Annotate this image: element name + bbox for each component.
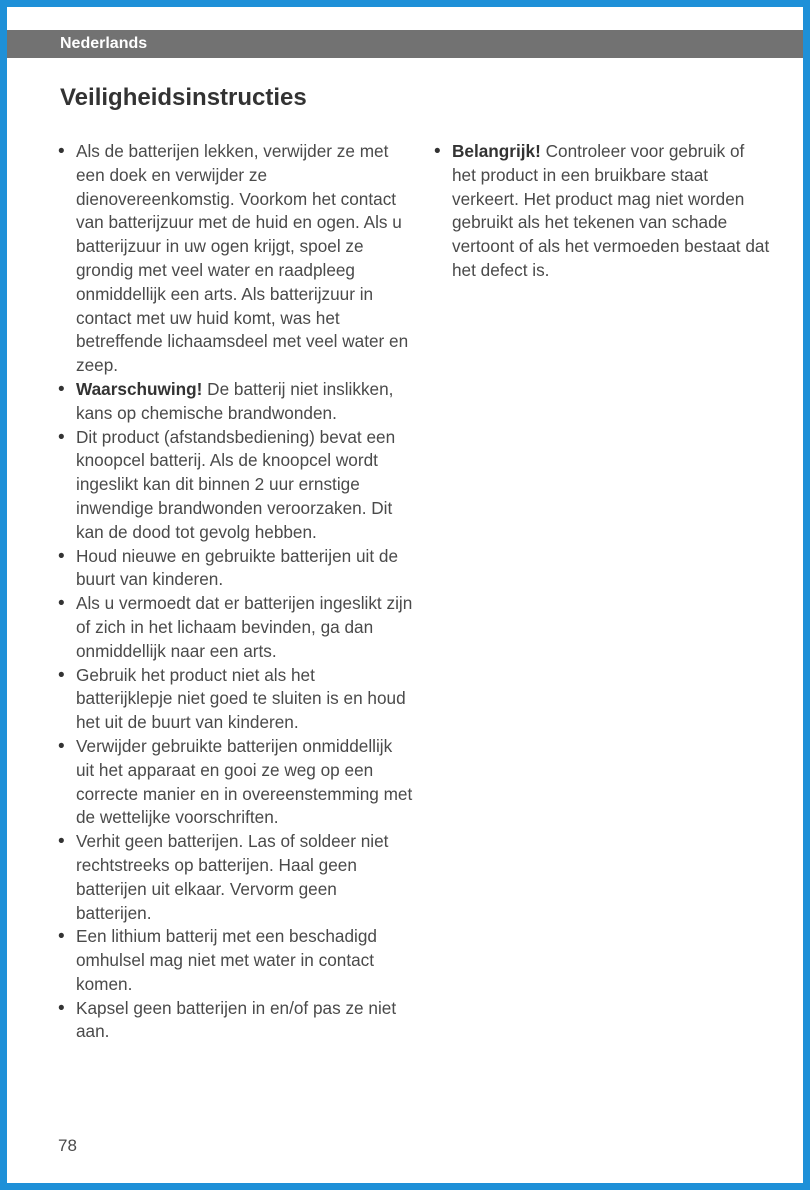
item-text: Verwijder gebruikte batterijen onmiddellijk uit het apparaat en gooi ze weg op een correcte manier en in overeenstemming met de wettelijke voorschriften.	[76, 735, 413, 828]
safety-list-left	[55, 140, 415, 1044]
item-text: Een lithium batterij met een beschadigd omhulsel mag niet met water in contact komen.	[76, 926, 377, 994]
item-emphasis: Belangrijk!	[452, 141, 541, 161]
safety-list-right	[431, 140, 771, 283]
list-item	[55, 426, 415, 545]
list-item	[55, 664, 415, 735]
bullet-icon: •	[58, 141, 65, 162]
language-header-bar	[7, 30, 803, 58]
bullet-icon: •	[58, 593, 65, 615]
list-item	[55, 997, 415, 1045]
item-text: Gebruik het product niet als het batterijklepje niet goed te sluiten is en houd het uit de buurt van kinderen.	[76, 664, 406, 733]
item-text: Als de batterijen lekken, verwijder ze met een doek en verwijder ze dienovereenkomstig. Voorkom het contact van batterijzuur met de huid en ogen. Als u batterijzuur in uw ogen krijgt, spoel ze grondig met veel water en raadpleeg onmiddellijk een arts. Als batterijzuur in contact met uw huid komt, was het betreffende lichaamsdeel met veel water en zeep.	[76, 141, 409, 376]
list-item	[55, 140, 415, 378]
item-text: Kapsel geen batterijen in en/of pas ze niet aan.	[76, 997, 397, 1042]
right-column	[431, 140, 771, 283]
section-title: Veiligheidsinstructies	[60, 84, 307, 111]
item-text: Dit product (afstandsbediening) bevat een knoopcel batterij. Als de knoopcel wordt ingeslikt kan dit binnen 2 uur ernstige inwendige brandwonden veroorzaken. Dit kan de dood tot gevolg hebben.	[76, 426, 396, 542]
item-emphasis: Waarschuwing!	[76, 378, 203, 399]
left-column	[55, 140, 415, 1044]
list-item	[55, 378, 415, 426]
bullet-icon: •	[58, 664, 65, 686]
item-text: Controleer voor gebruik of het product in een bruikbare staat verkeert. Het product mag niet worden gebruikt als het tekenen van schade vertoont of als het vermoeden bestaat dat het defect is.	[452, 141, 770, 280]
list-item	[55, 592, 415, 663]
bullet-icon: •	[434, 141, 441, 162]
language-label: Nederlands	[60, 35, 148, 52]
bullet-icon: •	[58, 735, 65, 757]
list-item	[431, 140, 771, 283]
bullet-icon: •	[58, 926, 65, 948]
item-text: Houd nieuwe en gebruikte batterijen uit de buurt van kinderen.	[76, 545, 399, 590]
item-text: De batterij niet inslikken, kans op chemische brandwonden.	[76, 378, 394, 423]
item-text: Als u vermoedt dat er batterijen ingeslikt zijn of zich in het lichaam bevinden, ga dan onmiddellijk naar een arts.	[76, 593, 413, 661]
list-item	[55, 830, 415, 925]
page-number: 78	[58, 1136, 77, 1155]
item-text: Verhit geen batterijen. Las of soldeer niet rechtstreeks op batterijen. Haal geen batterijen uit elkaar. Vervorm geen batterijen.	[76, 831, 389, 923]
bullet-icon: •	[58, 426, 65, 448]
list-item	[55, 925, 415, 996]
bullet-icon: •	[58, 545, 65, 567]
list-item	[55, 545, 415, 593]
list-item	[55, 735, 415, 830]
bullet-icon: •	[58, 831, 65, 853]
manual-page	[7, 7, 803, 1183]
bullet-icon: •	[58, 378, 65, 400]
bullet-icon: •	[58, 997, 65, 1019]
